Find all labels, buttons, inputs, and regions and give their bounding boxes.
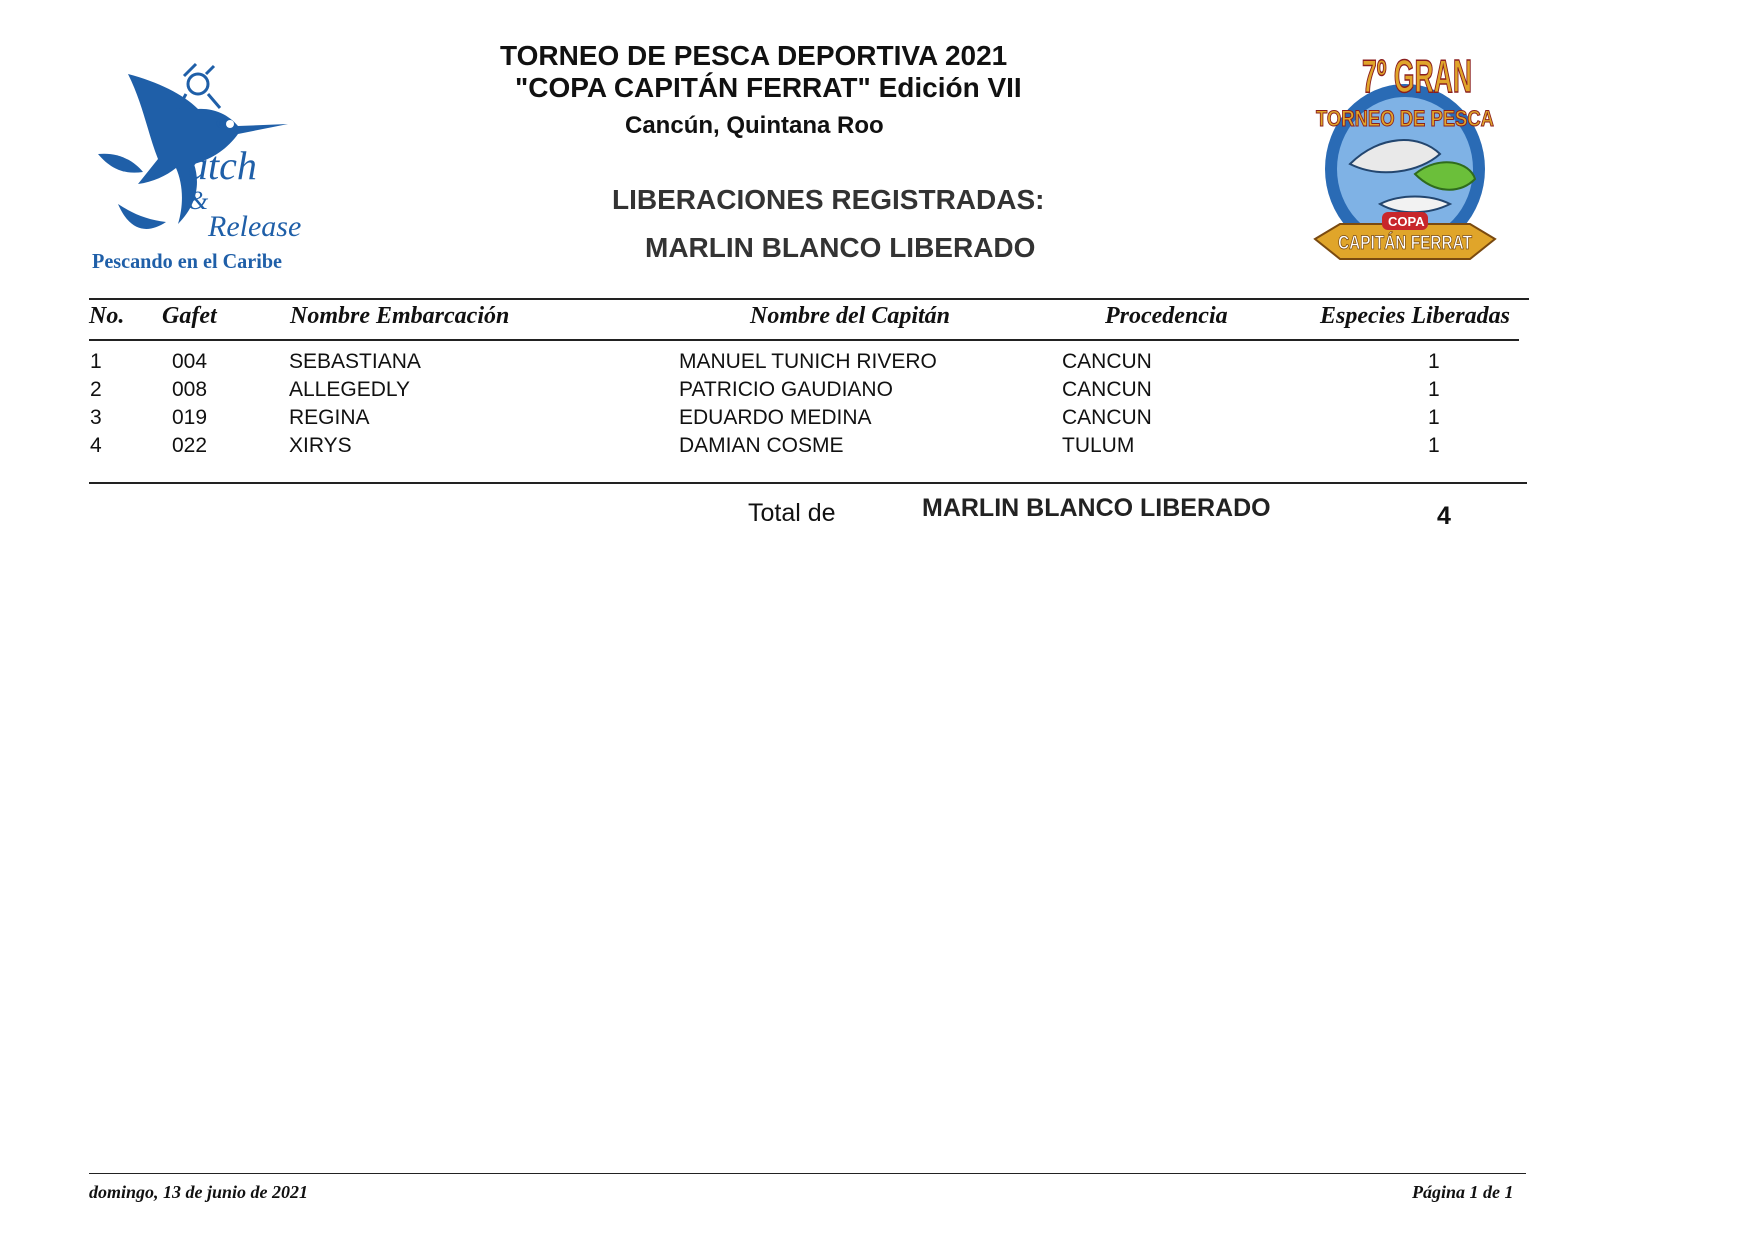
marlin-icon: [88, 64, 302, 274]
cell-gafet: 022: [172, 434, 208, 457]
registered-mark: ®: [216, 115, 227, 131]
footer-rule: [89, 1173, 1526, 1174]
badge-top-text: 7º GRAN: [1362, 50, 1472, 102]
cell-procedencia: CANCUN: [1062, 406, 1152, 429]
catch-release-logo: [88, 64, 302, 274]
cell-no: 2: [90, 378, 102, 401]
cell-especies: 1: [1428, 406, 1440, 429]
cell-no: 1: [90, 350, 102, 373]
footer-date: domingo, 13 de junio de 2021: [89, 1182, 309, 1202]
badge-copa: COPA: [1388, 214, 1425, 229]
header-bottom-rule: [89, 339, 1519, 341]
cell-especies: 1: [1428, 378, 1440, 401]
cell-procedencia: TULUM: [1062, 434, 1135, 457]
total-rule: [89, 482, 1527, 484]
cell-capitan: EDUARDO MEDINA: [679, 406, 872, 429]
cell-capitan: MANUEL TUNICH RIVERO: [679, 350, 937, 373]
cell-especies: 1: [1428, 350, 1440, 373]
cell-gafet: 004: [172, 350, 208, 373]
col-header-especies: Especies Liberadas: [1320, 303, 1510, 329]
col-header-gafet: Gafet: [162, 303, 217, 329]
col-header-procedencia: Procedencia: [1105, 303, 1228, 329]
badge-arc-text: TORNEO DE PESCA: [1316, 106, 1495, 131]
cell-capitan: PATRICIO GAUDIANO: [679, 378, 893, 401]
logo-ampersand: &: [188, 186, 209, 215]
logo-word-release: Release: [208, 210, 302, 243]
tournament-badge-icon: [1310, 50, 1504, 274]
col-header-capitan: Nombre del Capitán: [750, 303, 951, 329]
cell-embarcacion: ALLEGEDLY: [289, 378, 411, 401]
report-species: MARLIN BLANCO LIBERADO: [645, 232, 1036, 263]
badge-banner: CAPITÁN FERRAT: [1338, 233, 1504, 254]
logo-caption: Pescando en el Caribe: [92, 249, 282, 273]
logo-word-catch: atch: [188, 143, 257, 188]
total-species: MARLIN BLANCO LIBERADO: [922, 494, 1271, 522]
cell-embarcacion: REGINA: [289, 406, 370, 429]
footer-page: Página 1 de 1: [1412, 1182, 1514, 1202]
cell-procedencia: CANCUN: [1062, 350, 1152, 373]
cell-no: 3: [90, 406, 102, 429]
tournament-subtitle: "COPA CAPITÁN FERRAT" Edición VII: [515, 72, 1022, 103]
tournament-title: TORNEO DE PESCA DEPORTIVA 2021: [500, 40, 1008, 71]
report-title: LIBERACIONES REGISTRADAS:: [612, 184, 1045, 215]
total-count: 4: [1437, 502, 1451, 530]
cell-gafet: 008: [172, 378, 208, 401]
gran-torneo-badge: [1310, 50, 1504, 274]
cell-capitan: DAMIAN COSME: [679, 434, 844, 457]
table-top-rule: [89, 298, 1529, 300]
cell-no: 4: [90, 434, 102, 457]
cell-procedencia: CANCUN: [1062, 378, 1152, 401]
col-header-embarcacion: Nombre Embarcación: [290, 303, 510, 329]
tournament-location: Cancún, Quintana Roo: [625, 112, 884, 139]
cell-gafet: 019: [172, 406, 208, 429]
cell-embarcacion: SEBASTIANA: [289, 350, 421, 373]
total-label: Total de: [748, 499, 836, 527]
cell-especies: 1: [1428, 434, 1440, 457]
cell-embarcacion: XIRYS: [289, 434, 352, 457]
col-header-no: No.: [89, 303, 125, 329]
